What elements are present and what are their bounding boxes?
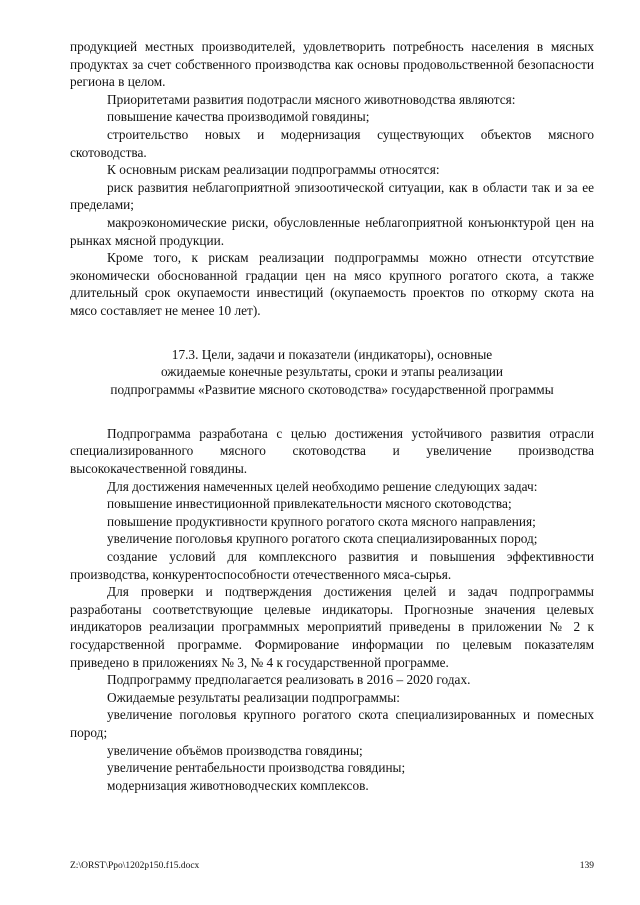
list-item: увеличение поголовья крупного рогатого скота специализированных пород; <box>107 531 538 547</box>
paragraph: Для проверки и подтверждения достижения целей и задач подпрограммы разработаны соответствующие целевые индикаторы. Прогнозные значения целевых индикаторов реализации программных мероприятий приведены в приложении № 2 к государственной программе. Формирование информации по целевым показателям приведено в приложениях № 3, № 4 к государственной программе. <box>70 584 594 670</box>
paragraph: К основным рискам реализации подпрограммы относятся: <box>107 162 440 178</box>
section-heading-line: ожидаемые конечные результаты, сроки и этапы реализации <box>160 364 504 380</box>
paragraph: Подпрограмма разработана с целью достижения устойчивого развития отрасли специализированного мясного скотоводства и увеличение производства высококачественной говядины. <box>70 425 594 477</box>
section-heading-line: 17.3. Цели, задачи и показатели (индикаторы), основные <box>171 346 493 362</box>
paragraph: Подпрограмму предполагается реализовать в 2016 – 2020 годах. <box>107 672 471 688</box>
list-item: модернизация животноводческих комплексов. <box>107 777 369 793</box>
list-item: риск развития неблагоприятной эпизоотической ситуации, как в области так и за ее пределами; <box>70 179 594 213</box>
list-item: повышение качества производимой говядины; <box>107 109 370 125</box>
list-item: строительство новых и модернизация существующих объектов мясного скотоводства. <box>70 126 594 160</box>
paragraph: Ожидаемые результаты реализации подпрограммы: <box>107 689 400 705</box>
list-item: создание условий для комплексного развития и повышения эффективности производства, конкурентоспособности отечественного мяса-сырья. <box>70 549 594 582</box>
list-item: макроэкономические риски, обусловленные неблагоприятной конъюнктурой цен на рынках мясной продукции. <box>70 214 594 248</box>
list-item: увеличение поголовья крупного рогатого скота специализированных и помесных пород; <box>70 707 594 740</box>
section-heading-line: подпрограммы «Развитие мясного скотоводства» государственной программы <box>110 382 554 398</box>
paragraph: Для достижения намеченных целей необходимо решение следующих задач: <box>107 478 538 494</box>
paragraph: Приоритетами развития подотрасли мясного животноводства являются: <box>107 91 516 107</box>
footer-page-number: 139 <box>579 861 594 871</box>
section-heading <box>70 346 594 399</box>
list-item: увеличение рентабельности производства говядины; <box>107 760 406 776</box>
footer-file-path: Z:\ORST\Ppo\1202p150.f15.docx <box>70 861 200 871</box>
list-item: повышение продуктивности крупного рогатого скота мясного направления; <box>107 513 536 529</box>
list-item: повышение инвестиционной привлекательности мясного скотоводства; <box>107 496 512 512</box>
paragraph: продукцией местных производителей, удовлетворить потребность населения в мясных продуктах за счет собственного производства как основы продовольственной безопасности региона в целом. <box>70 39 594 90</box>
document-page <box>70 38 594 794</box>
paragraph: Кроме того, к рискам реализации подпрограммы можно отнести отсутствие экономически обоснованной градации цен на мясо крупного рогатого скота, а также длительный срок окупаемости инвестиций (окупаемость проектов по откорму скота на мясо составляет не менее 10 лет). <box>70 250 594 318</box>
list-item: увеличение объёмов производства говядины; <box>107 742 363 758</box>
